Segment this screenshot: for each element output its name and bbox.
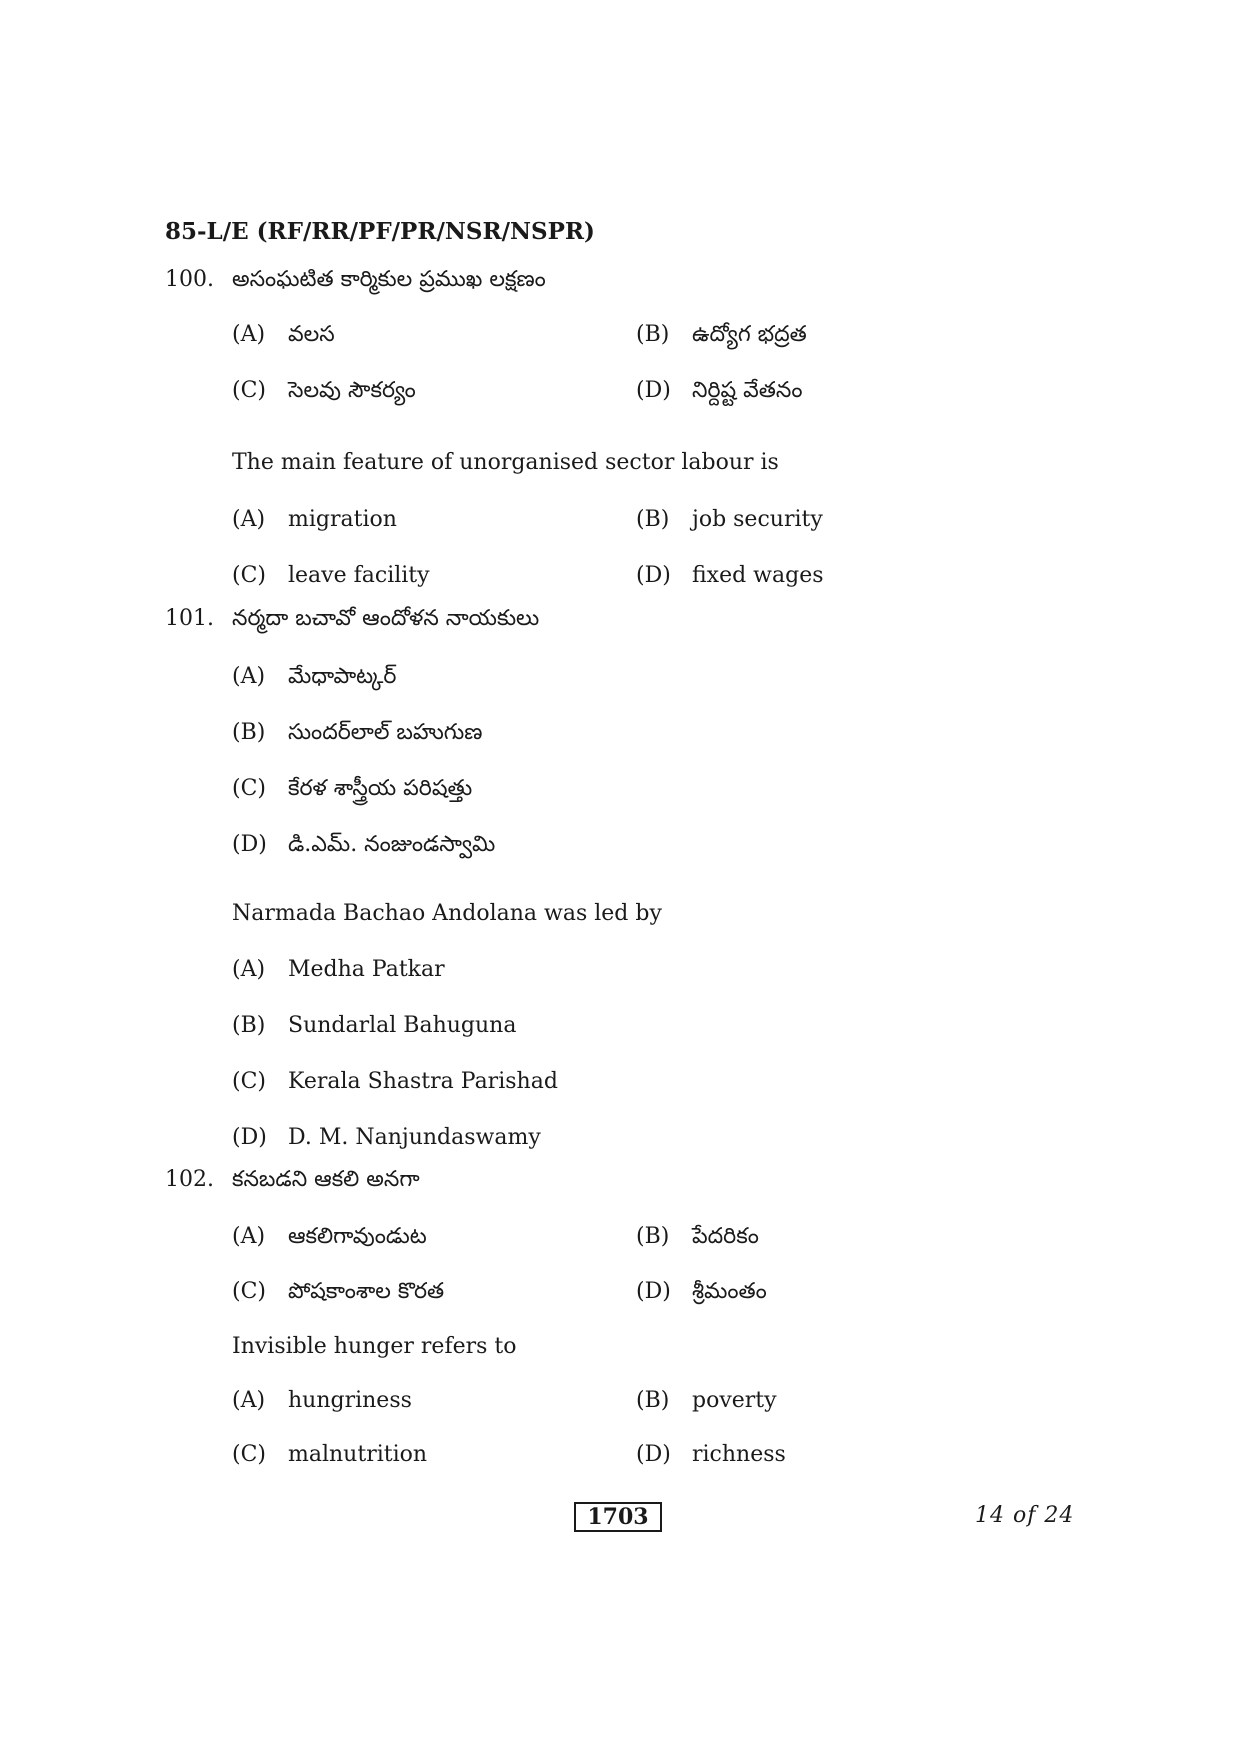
page-number: 14 of 24	[975, 1503, 1075, 1528]
option-label: (B)	[636, 1388, 670, 1413]
question-number: 100.	[165, 267, 214, 292]
question-number: 102.	[165, 1167, 214, 1192]
option-text: పేదరికం	[692, 1224, 759, 1249]
option-text: hungriness	[288, 1388, 412, 1413]
option-label: (C)	[232, 378, 266, 403]
option-text: fixed wages	[692, 563, 824, 588]
option-label: (D)	[636, 1279, 671, 1304]
question-text-telugu: కనబడని ఆకలి అనగా	[232, 1167, 420, 1192]
option-text: migration	[288, 507, 397, 532]
option-text: leave facility	[288, 563, 430, 588]
question-text-telugu: నర్మదా బచావో ఆందోళన నాయకులు	[232, 606, 540, 631]
option-text: job security	[692, 507, 823, 532]
option-text: Sundarlal Bahuguna	[288, 1013, 517, 1038]
option-text: శ్రీమంతం	[692, 1279, 767, 1304]
option-text: పోషకాంశాల కొరత	[288, 1279, 445, 1304]
option-label: (A)	[232, 322, 266, 347]
option-label: (B)	[232, 720, 266, 745]
option-label: (D)	[232, 832, 267, 857]
option-label: (B)	[636, 322, 670, 347]
option-text: D. M. Nanjundaswamy	[288, 1125, 541, 1150]
option-label: (B)	[232, 1013, 266, 1038]
option-text: సెలవు సౌకర్యం	[288, 378, 416, 403]
option-text: సుందర్‌లాల్ బహుగుణ	[288, 720, 483, 745]
option-text: మేధాపాట్కర్	[288, 664, 397, 689]
option-label: (A)	[232, 1224, 266, 1249]
booklet-code-box: 1703	[574, 1502, 662, 1532]
option-label: (A)	[232, 507, 266, 532]
option-label: (D)	[636, 378, 671, 403]
option-text: ఆకలిగావుండుట	[288, 1224, 427, 1249]
question-text-english: Invisible hunger refers to	[232, 1334, 517, 1359]
question-text-english: The main feature of unorganised sector labour is	[232, 450, 779, 475]
question-number: 101.	[165, 606, 214, 631]
option-text: poverty	[692, 1388, 777, 1413]
option-label: (B)	[636, 507, 670, 532]
option-text: malnutrition	[288, 1442, 428, 1467]
option-text: ఉద్యోగ భద్రత	[692, 322, 807, 347]
option-label: (C)	[232, 1279, 266, 1304]
option-label: (A)	[232, 957, 266, 982]
option-label: (C)	[232, 1442, 266, 1467]
option-label: (C)	[232, 776, 266, 801]
option-label: (B)	[636, 1224, 670, 1249]
paper-code-header: 85-L/E (RF/RR/PF/PR/NSR/NSPR)	[165, 218, 595, 245]
question-text-telugu: అసంఘటిత కార్మికుల ప్రముఖ లక్షణం	[232, 267, 546, 292]
question-text-english: Narmada Bachao Andolana was led by	[232, 901, 662, 926]
option-text: కేరళ శాస్త్రీయ పరిషత్తు	[288, 776, 473, 801]
option-label: (D)	[636, 1442, 671, 1467]
option-label: (C)	[232, 563, 266, 588]
option-label: (D)	[232, 1125, 267, 1150]
option-text: వలస	[288, 322, 335, 347]
option-text: Medha Patkar	[288, 957, 445, 982]
option-text: richness	[692, 1442, 786, 1467]
option-label: (A)	[232, 664, 266, 689]
option-text: డి.ఎమ్. నంజుండస్వామి	[288, 832, 496, 857]
option-label: (C)	[232, 1069, 266, 1094]
option-text: Kerala Shastra Parishad	[288, 1069, 558, 1094]
option-label: (A)	[232, 1388, 266, 1413]
option-label: (D)	[636, 563, 671, 588]
option-text: నిర్దిష్ట వేతనం	[692, 378, 803, 403]
